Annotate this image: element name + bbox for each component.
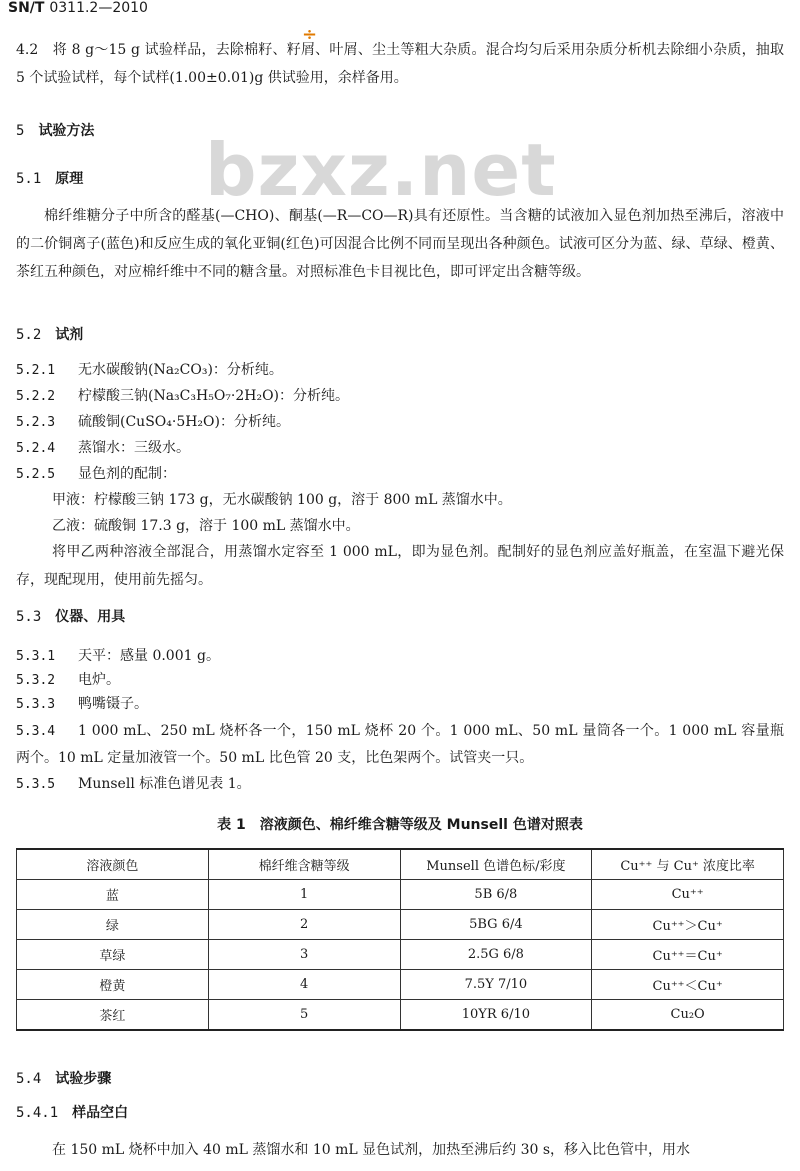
table-row (17, 970, 784, 1000)
section-5-3-heading: 5.3 仪器、用具 (16, 609, 126, 625)
column-header: Munsell 色谱色标/彩度 (400, 849, 592, 880)
table-header-row (17, 849, 784, 880)
table-cell: 7.5Y 7/10 (400, 970, 592, 1000)
reagent-item: 5.2.4 蒸馏水：三级水。 (16, 440, 190, 456)
table-cell: 绿 (17, 910, 209, 940)
section-5-4-heading: 5.4 试验步骤 (16, 1071, 112, 1087)
table-cell: Cu⁺⁺＜Cu⁺ (592, 970, 784, 1000)
reagent-item: 5.2.5 显色剂的配制： (16, 466, 176, 482)
solution-a: 甲液：柠檬酸三钠 173 g，无水碳酸钠 100 g，溶于 800 mL 蒸馏水中。 (52, 492, 512, 508)
munsell-table (16, 848, 784, 1031)
divide-mark-icon: ÷ (302, 24, 318, 45)
table-cell: 2.5G 6/8 (400, 940, 592, 970)
table-cell: 2 (208, 910, 400, 940)
clause-4-2: 4.2 将 8 g～15 g 试验样品，去除棉籽、籽屑、叶屑、尘土等粗大杂质。混合均匀后采用杂质分析机去除细小杂质，抽取 5 个试验试样，每个试样(1.00±0.01)g 供试验用，余样备用。 (16, 42, 784, 86)
column-header: 溶液颜色 (17, 849, 209, 880)
table-caption: 表 1 溶液颜色、棉纤维含糖等级及 Munsell 色谱对照表 (217, 817, 583, 833)
page-header (8, 0, 148, 16)
table-cell: Cu⁺⁺ (592, 880, 784, 910)
table-cell: 5B 6/8 (400, 880, 592, 910)
blank-sample-paragraph: 在 150 mL 烧杯中加入 40 mL 蒸馏水和 10 mL 显色试剂，加热至沸后约 30 s，移入比色管中，用水 (52, 1142, 691, 1158)
section-5-4-1-heading: 5.4.1 样品空白 (16, 1105, 129, 1121)
table-cell: 3 (208, 940, 400, 970)
table-cell: 5BG 6/4 (400, 910, 592, 940)
column-header: Cu⁺⁺ 与 Cu⁺ 浓度比率 (592, 849, 784, 880)
table-cell: 10YR 6/10 (400, 1000, 592, 1031)
apparatus-item: 5.3.2 电炉。 (16, 672, 120, 688)
column-header: 棉纤维含糖等级 (208, 849, 400, 880)
reagent-item: 5.2.1 无水碳酸钠(Na₂CO₃)：分析纯。 (16, 362, 283, 378)
principle-paragraph: 棉纤维糖分子中所含的醛基(—CHO)、酮基(—R—CO—R)具有还原性。当含糖的试液加入显色剂加热至沸后，溶液中的二价铜离子(蓝色)和反应生成的氧化亚铜(红色)可因混合比例不同而呈现出各种颜色。试液可区分为蓝、绿、草绿、橙黄、茶红五种颜色，对应棉纤维中不同的糖含量。对照标准色卡目视比色，即可评定出含糖等级。 (16, 208, 784, 280)
table-cell: Cu₂O (592, 1000, 784, 1031)
table-cell: Cu⁺⁺＝Cu⁺ (592, 940, 784, 970)
table-cell: 草绿 (17, 940, 209, 970)
section-5-heading: 5 试验方法 (16, 123, 95, 139)
table-cell: 4 (208, 970, 400, 1000)
table-cell: Cu⁺⁺＞Cu⁺ (592, 910, 784, 940)
table-cell: 1 (208, 880, 400, 910)
apparatus-item: 5.3.5 Munsell 标准色谱见表 1。 (16, 776, 251, 792)
table-cell: 蓝 (17, 880, 209, 910)
mixing-paragraph: 将甲乙两种溶液全部混合，用蒸馏水定容至 1 000 mL，即为显色剂。配制好的显色剂应盖好瓶盖，在室温下避光保存，现配现用，使用前先摇匀。 (16, 544, 784, 588)
solution-b: 乙液：硫酸铜 17.3 g，溶于 100 mL 蒸馏水中。 (52, 518, 360, 534)
section-5-2-heading: 5.2 试剂 (16, 327, 84, 343)
table-row (17, 940, 784, 970)
table-cell: 茶红 (17, 1000, 209, 1031)
apparatus-item: 5.3.1 天平：感量 0.001 g。 (16, 648, 220, 664)
apparatus-item: 5.3.4 1 000 mL、250 mL 烧杯各一个，150 mL 烧杯 20 个。1 000 mL、50 mL 量筒各一个。1 000 mL 容量瓶两个。10 mL 定量加液管一个。50 mL 比色管 20 支，比色架两个。试管夹一只。 (16, 723, 784, 766)
table-cell: 橙黄 (17, 970, 209, 1000)
watermark: bzxz.net (205, 128, 557, 212)
standard-code: SN/T (8, 0, 45, 16)
table-row (17, 910, 784, 940)
table-row (17, 1000, 784, 1031)
table-cell: 5 (208, 1000, 400, 1031)
apparatus-item: 5.3.3 鸭嘴镊子。 (16, 696, 148, 712)
standard-number: 0311.2—2010 (49, 0, 148, 16)
section-5-1-heading: 5.1 原理 (16, 171, 84, 187)
reagent-item: 5.2.2 柠檬酸三钠(Na₃C₃H₅O₇·2H₂O)：分析纯。 (16, 388, 350, 404)
reagent-item: 5.2.3 硫酸铜(CuSO₄·5H₂O)：分析纯。 (16, 414, 290, 430)
table-row (17, 880, 784, 910)
